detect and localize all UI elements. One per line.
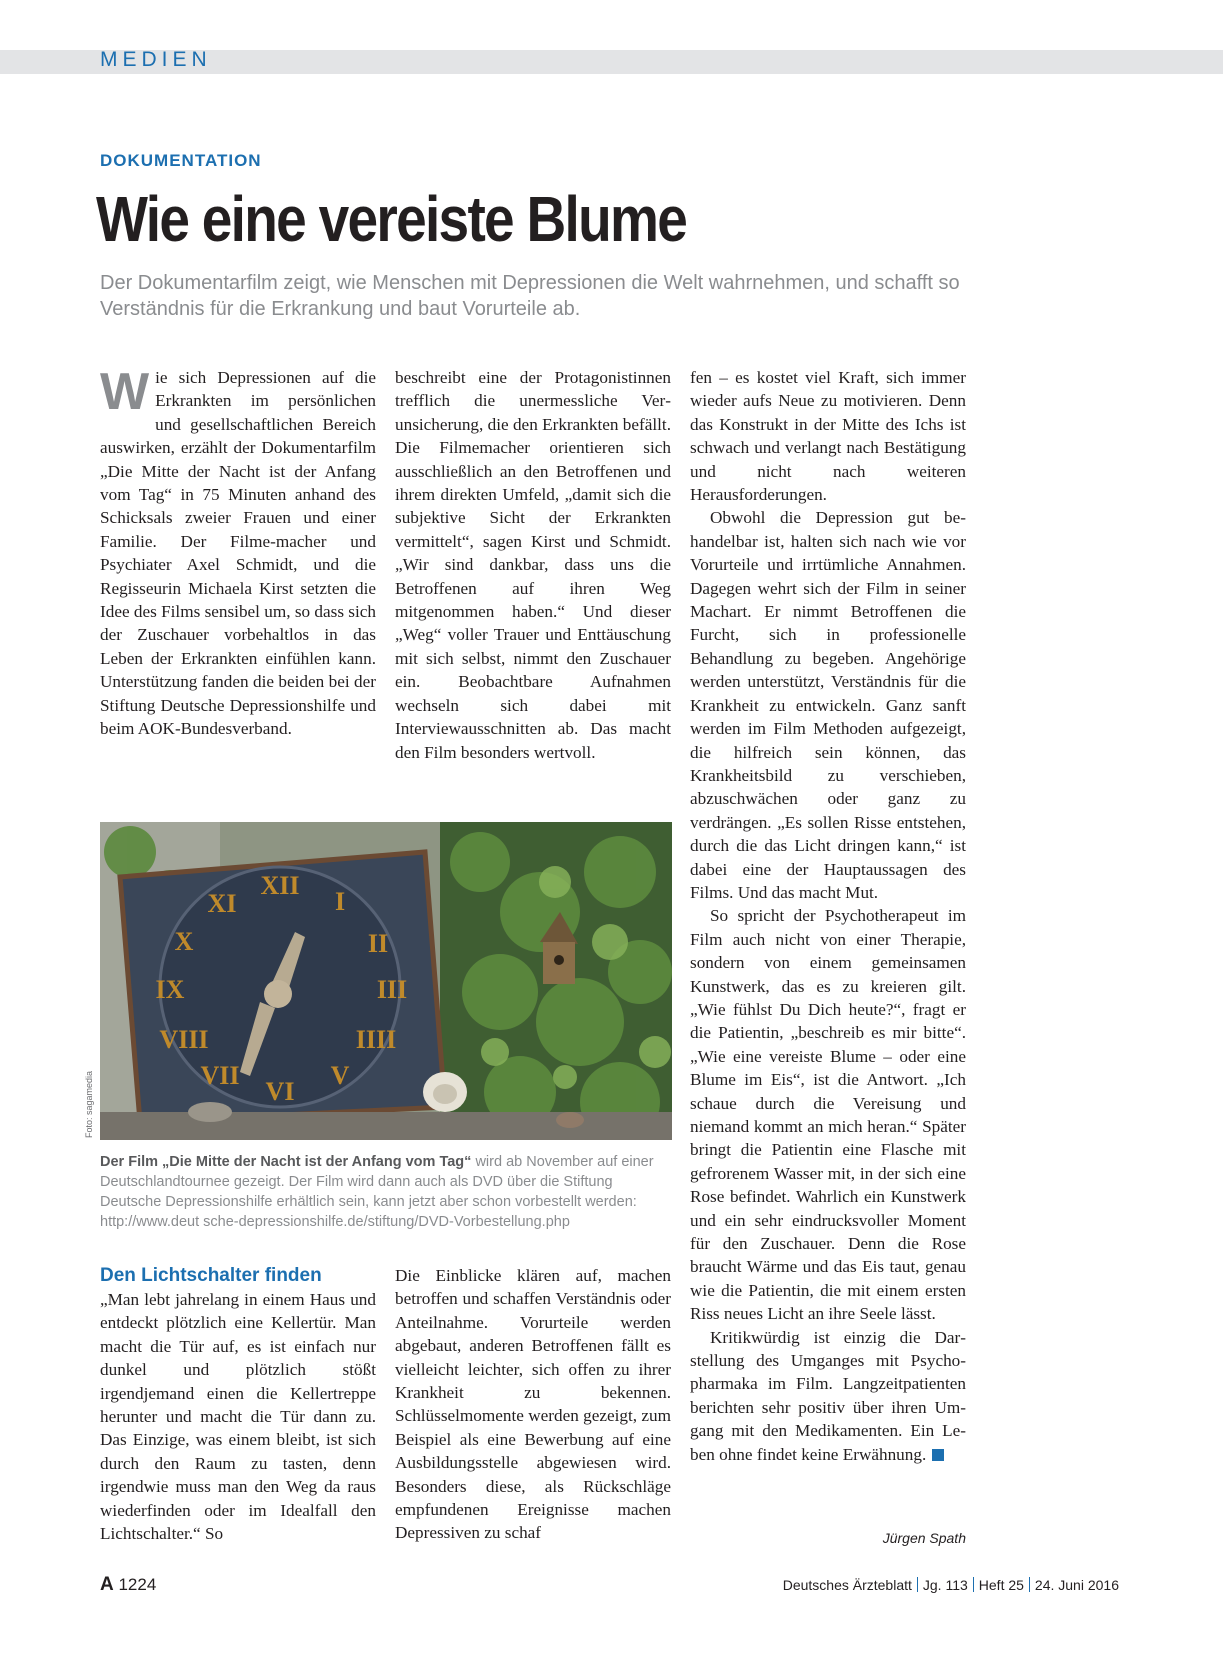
caption-bold: Der Film „Die Mitte der Nacht ist der Anfang vom Tag“: [100, 1154, 472, 1170]
column-1-bottom: [100, 1264, 376, 1545]
journal-issue: Heft 25: [978, 1577, 1024, 1593]
column-2-top: [395, 366, 671, 764]
drop-cap: W: [100, 363, 150, 421]
author-name: Jürgen Spath: [882, 1530, 966, 1546]
svg-text:V: V: [330, 1061, 350, 1090]
journal-date: 24. Juni 2016: [1034, 1577, 1119, 1593]
body-paragraph: Obwohl die Depression gut behandelbar ist, halten sich nach wie vor Vorurteile und irrtümliche Annahmen. Dagegen wehrt sich der Film in seiner Machart. Er nimmt Betroffenen die Furcht, sich in professionelle Behandlung zu begeben. Angehörige werden unterstützt, Verständnis für die Krankheit zu entwickeln. Ganz sanft werden im Film Methoden aufgezeigt, die hilfreich sein können, das Krankheitsbild zu verschieben, abzuschwächen oder ganz zu verdrängen. „Es sollen Risse entstehen, durch die das Licht dringen kann,“ ist dabei eine der Hauptaussagen des Films. Und das macht Mut.: [690, 508, 966, 902]
svg-text:VI: VI: [265, 1077, 295, 1106]
column-2-bottom: [395, 1264, 671, 1545]
body-paragraph: fen – es kostet viel Kraft, sich immer wieder aufs Neue zu motivieren. Denn das Konstrukt in der Mitte des Ichs ist schwach und verlangt nach Bestätigung und nicht nach weiteren Herausforderungen.: [690, 368, 966, 505]
page-letter: A: [100, 1574, 114, 1595]
svg-text:II: II: [367, 929, 389, 958]
section-label: MEDIEN: [100, 48, 212, 71]
photo-credit: Foto: sagamedia: [84, 1070, 94, 1138]
svg-text:XI: XI: [207, 889, 237, 918]
svg-text:III: III: [376, 975, 408, 1004]
journal-volume: Jg. 113: [922, 1577, 968, 1593]
footer-separator: [1029, 1577, 1030, 1592]
body-paragraph: beschreibt eine der Protagonistinnen trefflich die unermessliche Verunsicherung, die den Erkrankten befällt. Die Filmemacher orientieren sich ausschließlich an den Betroffenen und ihrem direkten Umfeld, „damit sich die subjektive Sicht der Erkrankten vermittelt“, sagen Kirst und Schmidt. „Wir sind dankbar, dass uns die Betroffenen auf ihren Weg mitgenommen haben.“ Und dieser „Weg“ voller Trauer und Enttäuschung mit sich selbst, nimmt den Zuschauer ein. Beobachtbare Aufnahmen wechseln sich dabei mit Interviewausschnitten ab. Das macht den Film besonders wertvoll.: [395, 368, 671, 762]
end-mark-icon: [932, 1449, 944, 1461]
column-1-top: [100, 363, 376, 741]
section-subhead: Den Lichtschalter finden: [100, 1265, 322, 1286]
journal-name: Deutsches Ärzteblatt: [782, 1577, 912, 1593]
svg-text:VIII: VIII: [159, 1025, 209, 1054]
svg-text:I: I: [334, 887, 346, 916]
body-paragraph: Die Einblicke klären auf, machen betroffen und schaffen Verständnis oder Anteilnahme. Vorurteile werden abgebaut, anderen Betroffenen fällt es vielleicht leichter, sich offen zu ihrer Krankheit zu bekennen. Schlüsselmomente werden gezeigt, zum Beispiel als eine Bewerbung auf eine Ausbildungsstelle abgewiesen wird. Besonders diese, als Rückschläge empfundenen Ereignisse machen Depressiven zu schaf: [395, 1266, 671, 1543]
body-paragraph: So spricht der Psychotherapeut im Film auch nicht von einer Therapie, sondern von einem gemeinsamen Kunstwerk, das es zu kreieren gilt. „Wie fühlst Du Dich heute?“, fragt er die Patientin, „beschreib es mir bitte“. „Wie eine vereiste Blume – oder eine Blume im Eis“, ist die Antwort. „Ich schaue durch die Vereisung und niemand kommt an mich heran.“ Später bringt die Patientin eine Flasche mit gefrorenem Wasser mit, in der sich eine Rose befindet. Wahrlich ein Kunstwerk und ein sehr eindrucksvoller Moment für den Zuschauer. Denn die Rose braucht Wärme und das Eis taut, genau wie die Patientin, die mit einem ersten Riss neues Licht an ihre Seele lässt.: [690, 906, 966, 1324]
body-paragraph: ie sich Depressionen auf die Erkrankten im persönlichen und gesellschaftlichen Bereich auswirken, erzählt der Dokumentarfilm „Die Mitte der Nacht ist der Anfang vom Tag“ in 75 Minuten anhand des Schicksals zweier Frauen und einer Familie. Der Filme-macher und Psychiater Axel Schmidt, und die Regisseurin Michaela Kirst setzten die Idee des Films sensibel um, so dass sich der Zuschauer vorbehaltlos in das Leben der Erkrankten einfühlen kann. Unterstützung fanden die beiden bei der Stiftung Deutsche Depressionshilfe und beim AOK-Bundesverband.: [100, 368, 376, 739]
page-number-value: 1224: [118, 1575, 157, 1594]
clock-photo-illustration: [100, 822, 672, 1140]
footer-separator: [917, 1577, 918, 1592]
footer-separator: [973, 1577, 974, 1592]
body-paragraph: Kritikwürdig ist einzig die Darstellung des Umganges mit Psychopharmaka im Film. Langzeitpatienten berichten sehr positiv über ihren Umgang mit den Medikamenten. Ein Leben ohne findet keine Erwähnung.: [690, 1327, 966, 1464]
article-kicker: DOKUMENTATION: [100, 151, 262, 170]
body-paragraph: „Man lebt jahrelang in einem Haus und entdeckt plötzlich eine Kellertür. Man macht die Tür auf, es ist einfach nur dunkel und plötzlich stößt irgendjemand einen die Kellertreppe herunter und macht die Tür dann zu. Das Einzige, was einem bleibt, ist sich durch den Raum zu tasten, denn irgendwie muss man den Weg da raus wiederfinden oder im Idealfall den Lichtschalter.“ So: [100, 1290, 376, 1544]
svg-text:VII: VII: [200, 1061, 240, 1090]
journal-footer: [783, 1577, 1119, 1593]
column-3: [690, 366, 966, 1466]
page-number: [100, 1574, 156, 1596]
svg-text:IIII: IIII: [355, 1025, 397, 1054]
article-title: Wie eine vereiste Blume: [96, 183, 687, 255]
svg-text:X: X: [174, 927, 194, 956]
caption-text: wird ab November auf einer Deutschlandtournee gezeigt. Der Film wird dann auch als DVD über die Stiftung Deutsche Depressionshilfe erhältlich sein, kann jetzt aber schon vorbestellt werden: http://www.deut sche-depressionshilfe.de/stiftung/DVD-Vorbestellung.php: [100, 1154, 654, 1230]
article-deck: Der Dokumentarfilm zeigt, wie Menschen mit Depressionen die Welt wahrnehmen, und schafft so Verständnis für die Erkrankung und baut Vorurteile ab.: [100, 272, 960, 320]
svg-text:IX: IX: [155, 975, 185, 1004]
photo-caption: [100, 1152, 672, 1232]
svg-text:XII: XII: [260, 871, 300, 900]
article-photo: [100, 822, 672, 1140]
